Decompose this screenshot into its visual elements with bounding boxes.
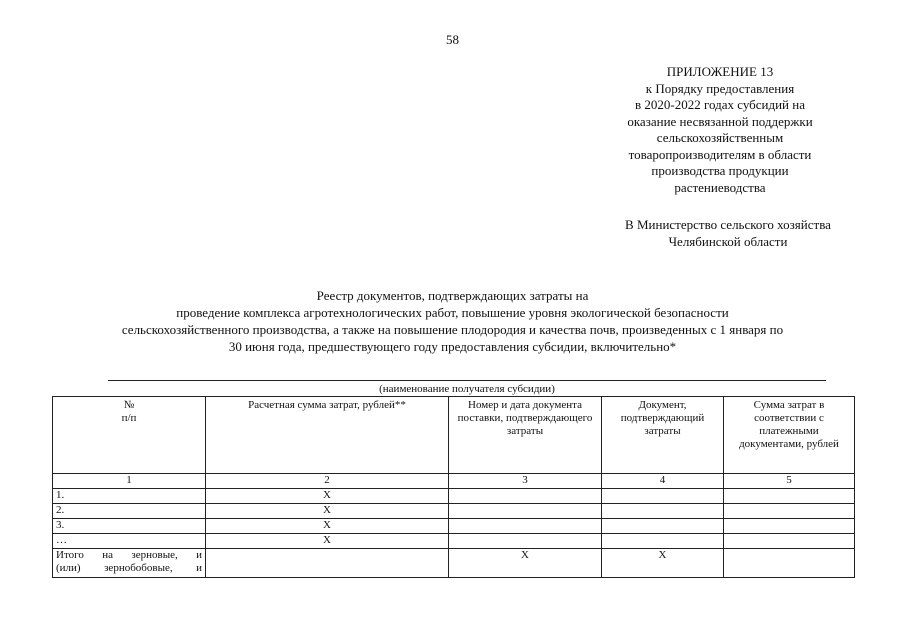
estimated-sum-cell: X [206, 534, 449, 549]
total-row [53, 549, 855, 578]
delivery-document-cell [449, 534, 602, 549]
header-cell-delivery-document: Номер и дата документа поставки, подтверждающего затраты [449, 397, 602, 474]
appendix-block [600, 64, 840, 196]
title-line: проведение комплекса агротехнологических работ, повышение уровня экологической безопасности [176, 305, 729, 320]
column-number: 2 [206, 474, 449, 489]
cost-document-cell [602, 534, 724, 549]
total-label-line: (или) зернобобовые, и [56, 562, 202, 574]
table-row [53, 489, 855, 504]
title-line: 30 июня года, предшествующего году предоставления субсидии, включительно* [228, 339, 677, 354]
table-row [53, 504, 855, 519]
row-number-cell: … [53, 534, 206, 549]
total-estimated-sum-cell [206, 549, 449, 578]
total-cost-document-cell: X [602, 549, 724, 578]
estimated-sum-cell: X [206, 489, 449, 504]
appendix-line: товаропроизводителям в области [628, 146, 812, 162]
registry-table [52, 396, 855, 578]
total-label-line: Итого на зерновые, и [56, 549, 202, 561]
row-number-cell: 3. [53, 519, 206, 534]
cost-document-cell [602, 489, 724, 504]
column-number: 3 [449, 474, 602, 489]
document-title [0, 287, 905, 355]
header-cell-payment-sum: Сумма затрат в соответствии с платежными документами, рублей [724, 397, 855, 474]
page-number: 58 [446, 32, 459, 47]
total-payment-sum-cell [724, 549, 855, 578]
payment-sum-cell [724, 489, 855, 504]
header-row [53, 397, 855, 474]
cost-document-cell [602, 519, 724, 534]
total-label-cell [53, 549, 206, 578]
delivery-document-cell [449, 489, 602, 504]
recipient-caption: (наименование получателя субсидии) [379, 383, 555, 395]
appendix-line: к Порядку предоставления [645, 80, 795, 96]
delivery-document-cell [449, 519, 602, 534]
table-row [53, 519, 855, 534]
column-number: 1 [53, 474, 206, 489]
estimated-sum-cell: X [206, 504, 449, 519]
addressee-block [588, 216, 868, 250]
column-number-row [53, 474, 855, 489]
estimated-sum-cell: X [206, 519, 449, 534]
header-cell-cost-document: Документ, подтверждающий затраты [602, 397, 724, 474]
column-number: 5 [724, 474, 855, 489]
row-number-cell: 2. [53, 504, 206, 519]
column-number: 4 [602, 474, 724, 489]
appendix-line: производства продукции [651, 163, 789, 178]
row-number-cell: 1. [53, 489, 206, 504]
addressee-line: Челябинской области [668, 234, 788, 249]
appendix-line: сельскохозяйственным [656, 130, 784, 145]
payment-sum-cell [724, 504, 855, 519]
header-cell-number: № п/п [53, 397, 206, 474]
title-line: Реестр документов, подтверждающих затраты на [316, 288, 589, 303]
appendix-line: растениеводства [674, 179, 766, 195]
table-row [53, 534, 855, 549]
title-line: сельскохозяйственного производства, а также на повышение плодородия и качества почв, произведенных с 1 января по [121, 322, 784, 337]
appendix-line: в 2020-2022 годах субсидий на [634, 97, 805, 112]
addressee-line: В Министерство сельского хозяйства [625, 217, 831, 232]
payment-sum-cell [724, 519, 855, 534]
cost-document-cell [602, 504, 724, 519]
appendix-line: оказание несвязанной поддержки [627, 113, 813, 129]
recipient-name-line [108, 380, 826, 381]
delivery-document-cell [449, 504, 602, 519]
payment-sum-cell [724, 534, 855, 549]
appendix-line: ПРИЛОЖЕНИЕ 13 [666, 64, 774, 79]
total-delivery-document-cell: X [449, 549, 602, 578]
header-cell-estimated-sum: Расчетная сумма затрат, рублей** [206, 397, 449, 474]
